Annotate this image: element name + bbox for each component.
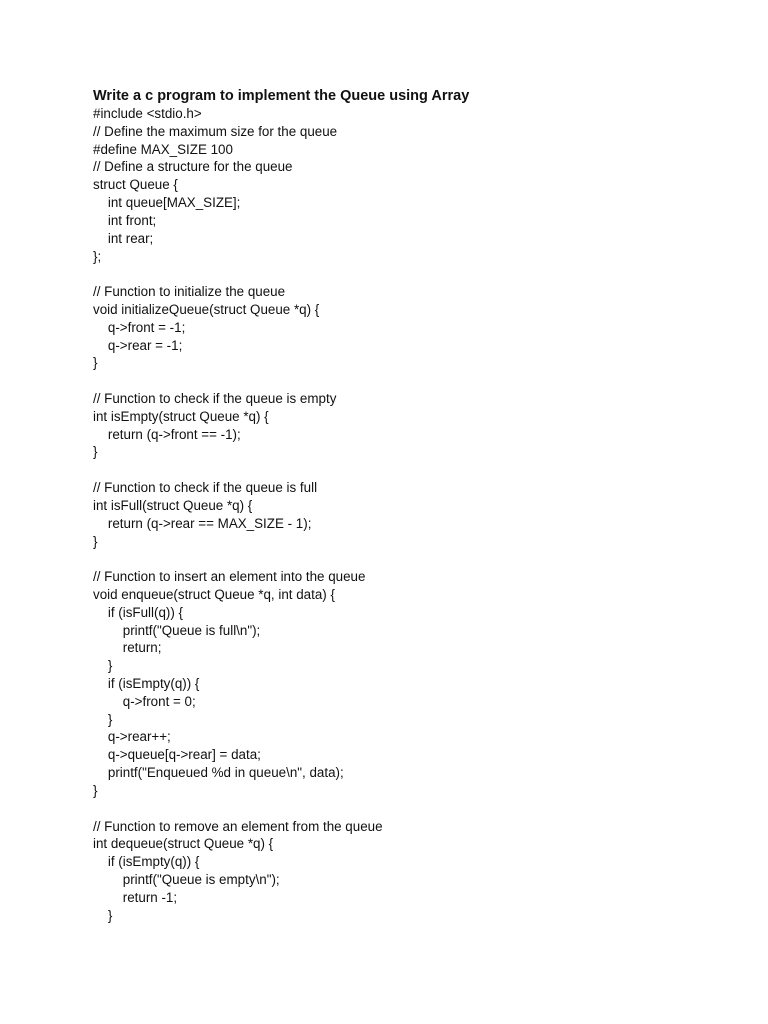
code-line: int rear; bbox=[93, 230, 154, 246]
code-line: } bbox=[93, 533, 98, 549]
code-line: return (q->front == -1); bbox=[93, 426, 241, 442]
code-line: q->front = 0; bbox=[93, 693, 196, 709]
code-line: if (isFull(q)) { bbox=[93, 604, 184, 620]
code-line: if (isEmpty(q)) { bbox=[93, 854, 200, 870]
code-listing bbox=[93, 105, 383, 924]
code-line: } bbox=[93, 782, 98, 798]
code-line bbox=[93, 461, 383, 479]
code-line: } bbox=[93, 658, 113, 674]
code-line: printf("Enqueued %d in queue\n", data); bbox=[93, 765, 344, 781]
code-line: return; bbox=[93, 640, 162, 656]
code-line bbox=[93, 800, 383, 818]
code-line: q->front = -1; bbox=[93, 319, 186, 335]
code-line: if (isEmpty(q)) { bbox=[93, 676, 200, 691]
code-line: int isEmpty(struct Queue *q) { bbox=[93, 408, 269, 424]
code-line: // Function to remove an element from the queue bbox=[93, 818, 383, 834]
code-line: // Function to check if the queue is empty bbox=[93, 391, 337, 406]
code-line: printf("Queue is empty\n"); bbox=[93, 871, 280, 887]
code-line: int queue[MAX_SIZE]; bbox=[93, 195, 241, 211]
code-line: // Define the maximum size for the queue bbox=[93, 123, 338, 139]
code-line bbox=[93, 550, 383, 568]
code-line: // Function to insert an element into the queue bbox=[93, 569, 366, 585]
document-title: Write a c program to implement the Queue using Array bbox=[93, 88, 470, 104]
code-line: } bbox=[93, 711, 113, 727]
code-line: q->rear = -1; bbox=[93, 337, 183, 353]
code-line: // Define a structure for the queue bbox=[93, 159, 293, 175]
code-line: #include <stdio.h> bbox=[93, 106, 202, 121]
code-line: struct Queue { bbox=[93, 177, 178, 193]
code-line: int front; bbox=[93, 212, 157, 228]
code-line: return (q->rear == MAX_SIZE - 1); bbox=[93, 515, 312, 531]
code-line: } bbox=[93, 907, 113, 923]
code-line: q->rear++; bbox=[93, 729, 171, 745]
code-line: int isFull(struct Queue *q) { bbox=[93, 497, 253, 513]
code-line: void initializeQueue(struct Queue *q) { bbox=[93, 301, 320, 317]
code-line: } bbox=[93, 444, 98, 460]
code-line: int dequeue(struct Queue *q) { bbox=[93, 836, 274, 852]
code-line: void enqueue(struct Queue *q, int data) { bbox=[93, 586, 335, 602]
code-line: printf("Queue is full\n"); bbox=[93, 622, 261, 638]
code-line: q->queue[q->rear] = data; bbox=[93, 747, 261, 763]
code-line: }; bbox=[93, 248, 102, 264]
code-line: } bbox=[93, 355, 98, 371]
code-line bbox=[93, 372, 383, 390]
code-line: // Function to initialize the queue bbox=[93, 284, 286, 300]
code-line: #define MAX_SIZE 100 bbox=[93, 141, 233, 157]
code-line bbox=[93, 265, 383, 283]
code-line: // Function to check if the queue is full bbox=[93, 480, 318, 496]
code-line: return -1; bbox=[93, 889, 178, 905]
